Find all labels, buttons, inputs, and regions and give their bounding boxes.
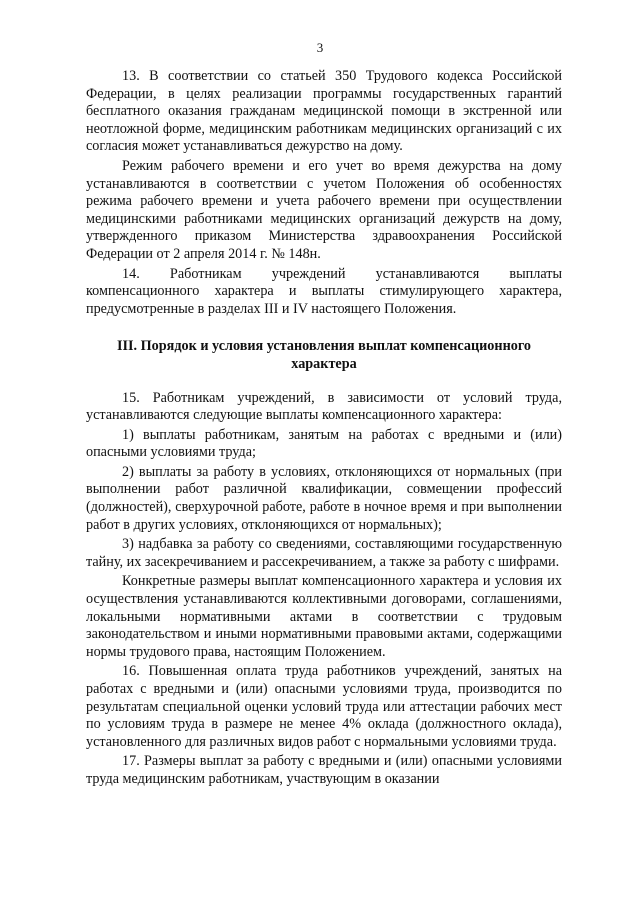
- paragraph-specific-sizes: Конкретные размеры выплат компенсационного характера и условия их осуществления устанавливаются коллективными договорами, соглашениями, локальными нормативными актами в соответствии с трудовым законодательством и иными нормативными правовыми актами, содержащими нормы трудового права, настоящим Положением.: [86, 573, 562, 660]
- paragraph-13: 13. В соответствии со статьей 350 Трудового кодекса Российской Федерации, в целях реализации программы государственных гарантий бесплатного оказания гражданам медицинской помощи в экстренной или неотложной форме, медицинским работникам медицинских организаций с их согласия может устанавливаться дежурство на дому.: [86, 68, 562, 155]
- paragraph-16: 16. Повышенная оплата труда работников учреждений, занятых на работах с вредными и (или) опасными условиями труда, производится по результатам специальной оценки условий труда или аттестации рабочих мест по условиям труда в размере не менее 4% оклада (должностного оклада), установленного для различных видов работ с нормальными условиями труда.: [86, 663, 562, 750]
- paragraph-15: 15. Работникам учреждений, в зависимости от условий труда, устанавливаются следующие выплаты компенсационного характера:: [86, 389, 562, 424]
- page-number: 3: [316, 40, 324, 55]
- paragraph-17: 17. Размеры выплат за работу с вредными и (или) опасными условиями труда медицинским работникам, участвующим в оказании: [86, 753, 562, 787]
- paragraph-14: 14. Работникам учреждений устанавливаются выплаты компенсационного характера и выплаты стимулирующего характера, предусмотренные в разделах III и IV настоящего Положения.: [86, 265, 562, 317]
- list-item-1: 1) выплаты работникам, занятым на работах с вредными и (или) опасными условиями труда;: [86, 426, 562, 461]
- list-item-3: 3) надбавка за работу со сведениями, составляющими государственную тайну, их засекречиванием и рассекречиванием, а также за работу с шифрами.: [86, 536, 562, 570]
- section-heading: III. Порядок и условия установления выплат компенсационного характера: [116, 338, 532, 372]
- document-body: [86, 68, 562, 791]
- paragraph-duty-regime: Режим рабочего времени и его учет во время дежурства на дому устанавливаются в соответствии с учетом Положения об особенностях режима рабочего времени и учета рабочего времени при осуществлении медицинскими работниками медицинских организаций дежурств на дому, утвержденного приказом Министерства здравоохранения Российской Федерации от 2 апреля 2014 г. № 148н.: [86, 157, 562, 262]
- list-item-2: 2) выплаты за работу в условиях, отклоняющихся от нормальных (при выполнении работ различной квалификации, совмещении профессий (должностей), сверхурочной работе, работе в ночное время и при выполнении работ в других условиях, отклоняющихся от нормальных);: [86, 463, 562, 533]
